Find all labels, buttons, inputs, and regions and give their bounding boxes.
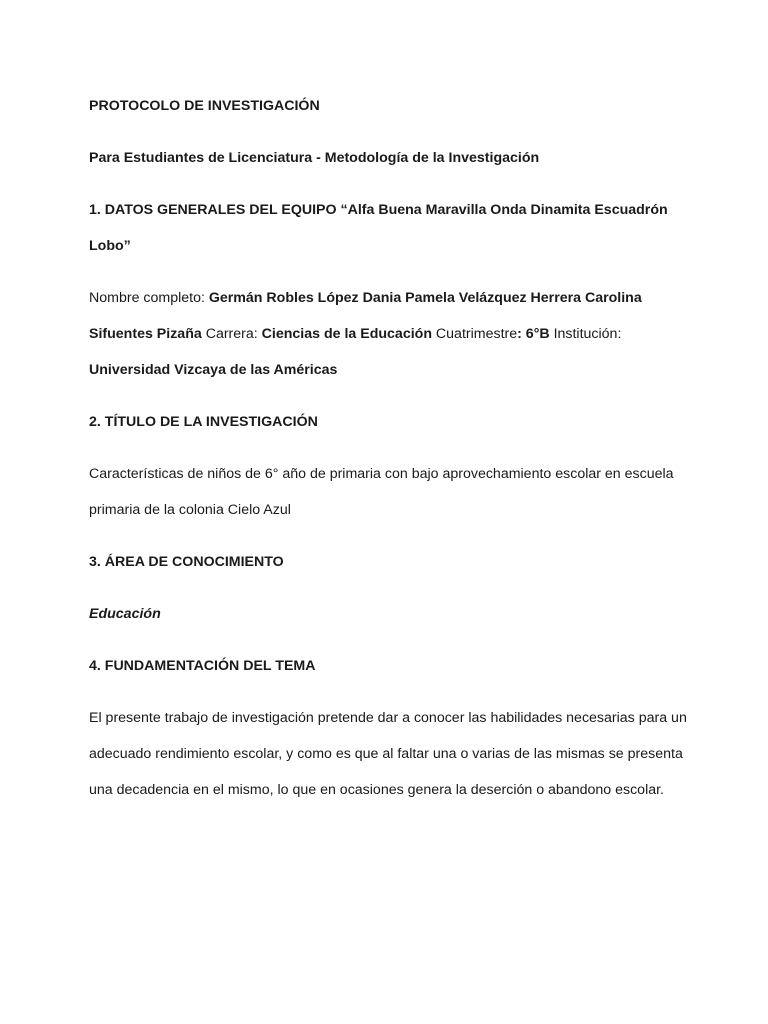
rationale-text: El presente trabajo de investigación pretende dar a conocer las habilidades necesarias para un adecuado rendimiento escolar, y como es que al faltar una o varias de las mismas se presenta una decadencia en el mismo, lo que en ocasiones genera la deserción o abandono escolar.	[89, 710, 687, 798]
career-label: Carrera:	[201, 326, 262, 342]
section-4-heading: 4. FUNDAMENTACIÓN DEL TEMA	[89, 658, 316, 674]
document-page	[89, 88, 689, 808]
section-1-heading: 1. DATOS GENERALES DEL EQUIPO “Alfa Buena Maravilla Onda Dinamita Escuadrón Lobo”	[89, 202, 668, 254]
team-details-paragraph	[89, 280, 689, 388]
team-member-names: Germán Robles López Dania Pamela Velázquez Herrera Carolina Sifuentes Pizaña	[89, 290, 642, 342]
section-3-heading: 3. ÁREA DE CONOCIMIENTO	[89, 554, 284, 570]
term-value: : 6°B	[517, 326, 550, 342]
knowledge-area-text: Educación	[89, 606, 161, 622]
institution-value: Universidad Vizcaya de las Américas	[89, 362, 338, 378]
section-2-heading: 2. TÍTULO DE LA INVESTIGACIÓN	[89, 414, 318, 430]
name-label: Nombre completo:	[89, 290, 209, 306]
document-subtitle: Para Estudiantes de Licenciatura - Metodología de la Investigación	[89, 150, 540, 166]
research-title-text: Características de niños de 6° año de primaria con bajo aprovechamiento escolar en escuela primaria de la colonia Cielo Azul	[89, 466, 674, 518]
institution-label: Institución:	[549, 326, 622, 342]
term-label: Cuatrimestre	[431, 326, 518, 342]
document-title: PROTOCOLO DE INVESTIGACIÓN	[89, 98, 320, 114]
career-value: Ciencias de la Educación	[261, 326, 432, 342]
